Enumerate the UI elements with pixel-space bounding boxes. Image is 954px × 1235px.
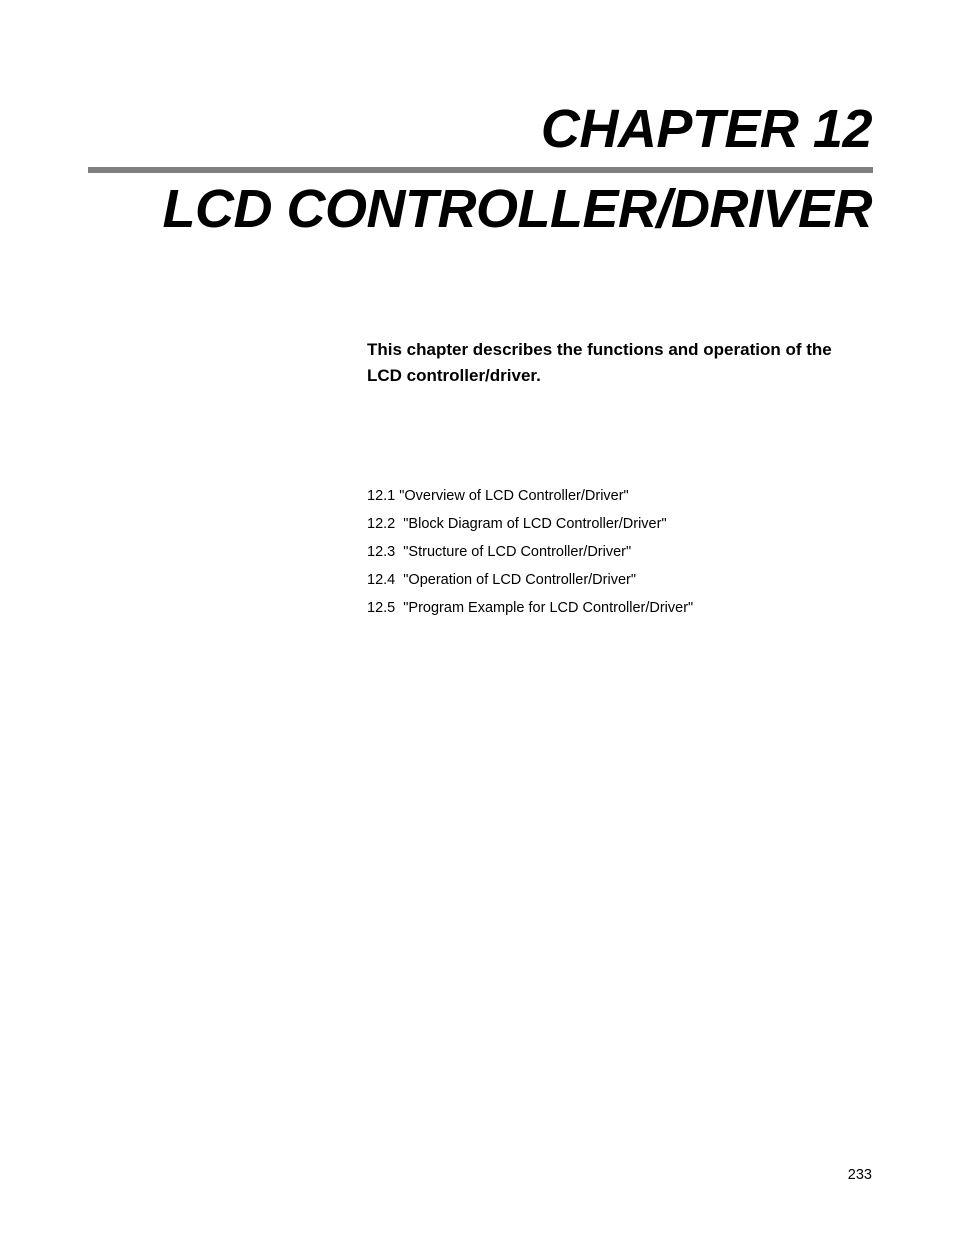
toc-item-12-5[interactable]: 12.5 "Program Example for LCD Controller/Driver" xyxy=(367,600,694,616)
toc-item-12-4[interactable]: 12.4 "Operation of LCD Controller/Driver" xyxy=(367,572,636,588)
chapter-intro: This chapter describes the functions and operation of the LCD controller/driver. xyxy=(367,340,832,385)
toc-item-12-3[interactable]: 12.3 "Structure of LCD Controller/Driver" xyxy=(367,544,632,560)
toc-item-12-2[interactable]: 12.2 "Block Diagram of LCD Controller/Driver" xyxy=(367,516,667,532)
chapter-divider xyxy=(88,167,873,173)
page-number: 233 xyxy=(847,1167,872,1183)
chapter-number: CHAPTER 12 xyxy=(540,99,872,159)
chapter-contents-list xyxy=(367,482,693,622)
toc-item-12-1[interactable]: 12.1 "Overview of LCD Controller/Driver" xyxy=(367,488,629,504)
chapter-title: LCD CONTROLLER/DRIVER xyxy=(162,179,872,239)
